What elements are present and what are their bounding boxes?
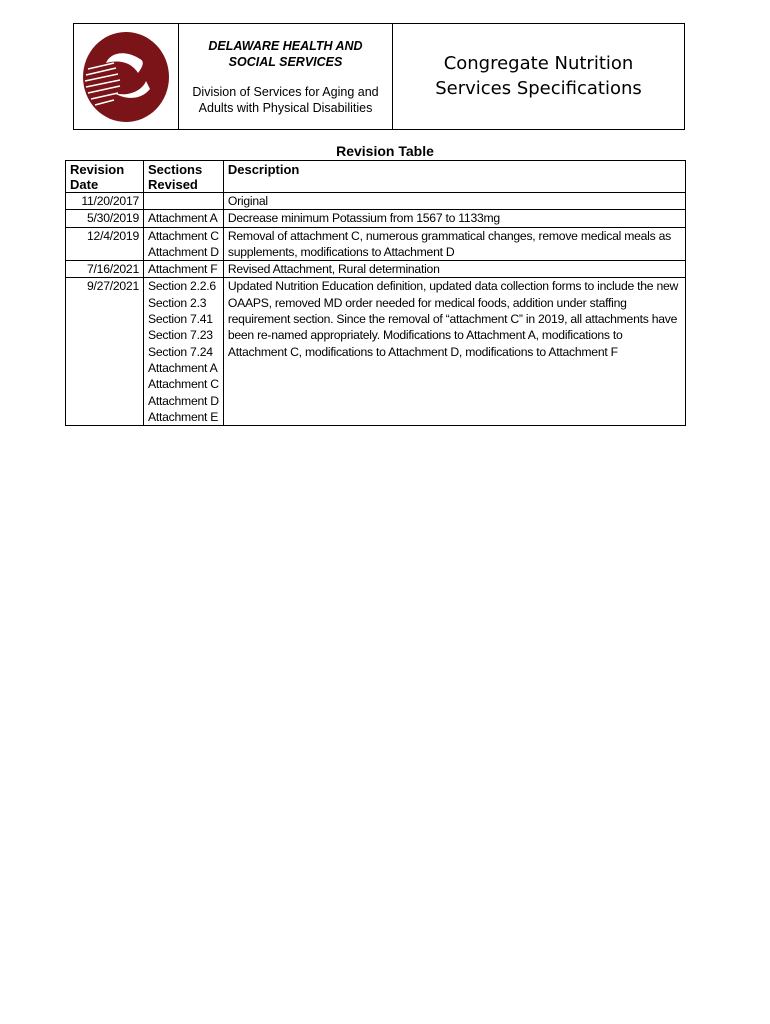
section-revised: Attachment C: [148, 377, 219, 392]
table-row: [66, 227, 686, 261]
revision-date-cell: [66, 210, 144, 227]
description-line: requirement section. Since the removal of “attachment C” in 2019, all attachments have: [227, 312, 678, 327]
column-header-description: [223, 161, 685, 193]
logo-cell: [74, 24, 179, 129]
column-header-sections-revised: [144, 161, 224, 193]
table-header-row: [66, 161, 686, 193]
description-cell: [223, 193, 685, 210]
revision-date-cell: [66, 193, 144, 210]
revision-date-cell: [66, 261, 144, 278]
revision-date: 11/20/2017: [81, 194, 139, 208]
sections-revised-cell: [144, 261, 224, 278]
section-revised: Attachment A: [148, 211, 218, 226]
sections-revised-cell: [144, 193, 224, 210]
revision-date: 7/16/2021: [87, 262, 139, 277]
agency-cell: [179, 24, 393, 129]
header-text: Revision: [70, 162, 125, 177]
description-line: supplements, modifications to Attachment D: [227, 244, 455, 259]
section-revised: Attachment C: [148, 228, 219, 243]
header-text: Sections: [148, 162, 203, 177]
agency-name: [179, 38, 392, 70]
section-revised: [148, 193, 219, 209]
header-text: Revised: [148, 177, 198, 192]
document-title-line: Congregate Nutrition: [443, 53, 634, 74]
section-revised: Attachment D: [148, 393, 219, 408]
sections-revised-cell: [144, 278, 224, 426]
dhss-logo-icon: [80, 29, 170, 125]
section-revised: Attachment D: [148, 244, 219, 259]
sections-revised-cell: [144, 227, 224, 261]
description-line: Removal of attachment C, numerous grammatical changes, remove medical meals as: [227, 228, 671, 243]
revision-table-caption: Revision Table: [336, 143, 434, 159]
table-row: [66, 261, 686, 278]
revision-table-body: [66, 193, 686, 426]
revision-date: 5/30/2019: [87, 211, 139, 226]
revision-date-cell: [66, 278, 144, 426]
table-row: [66, 210, 686, 227]
section-revised: Attachment A: [148, 360, 218, 375]
division-name: [179, 84, 392, 116]
header-text: Date: [70, 177, 99, 192]
description-line: Updated Nutrition Education definition, updated data collection forms to include the new: [227, 279, 679, 294]
division-name-line: Division of Services for Aging and: [192, 85, 379, 99]
description-cell: [223, 227, 685, 261]
section-revised: Section 7.23: [148, 328, 213, 343]
section-revised: Section 2.2.6: [148, 279, 216, 294]
sections-revised-cell: [144, 210, 224, 227]
document-title-line: Services Specifications: [435, 78, 642, 99]
section-revised: Section 2.3: [148, 295, 207, 310]
division-name-line: Adults with Physical Disabilities: [198, 101, 373, 115]
description-cell: [223, 278, 685, 426]
agency-name-line: SOCIAL SERVICES: [228, 55, 343, 69]
agency-name-line: DELAWARE HEALTH AND: [208, 39, 363, 53]
section-revised: Section 7.41: [148, 312, 213, 327]
document-header: [73, 23, 685, 130]
revision-date: 12/4/2019: [87, 228, 139, 243]
document-title: [393, 24, 684, 129]
description-line: Attachment C, modifications to Attachment D, modifications to Attachment F: [227, 344, 618, 359]
description-line: Decrease minimum Potassium from 1567 to 1133mg: [227, 211, 500, 226]
revision-table: [65, 160, 686, 426]
section-revised: Section 7.24: [148, 344, 213, 359]
description-line: been re-named appropriately. Modifications to Attachment A, modifications to: [227, 328, 623, 343]
table-row: [66, 278, 686, 426]
description-cell: [223, 261, 685, 278]
section-revised: Attachment F: [148, 262, 218, 277]
description-line: Original: [227, 194, 268, 208]
table-row: [66, 193, 686, 210]
description-line: Revised Attachment, Rural determination: [227, 262, 440, 277]
revision-date-cell: [66, 227, 144, 261]
description-line: OAAPS, removed MD order needed for medical foods, addition under staffing: [227, 295, 627, 310]
header-text: Description: [227, 162, 300, 177]
description-cell: [223, 210, 685, 227]
column-header-revision-date: [66, 161, 144, 193]
section-revised: Attachment E: [148, 409, 219, 424]
revision-date: 9/27/2021: [87, 279, 139, 294]
